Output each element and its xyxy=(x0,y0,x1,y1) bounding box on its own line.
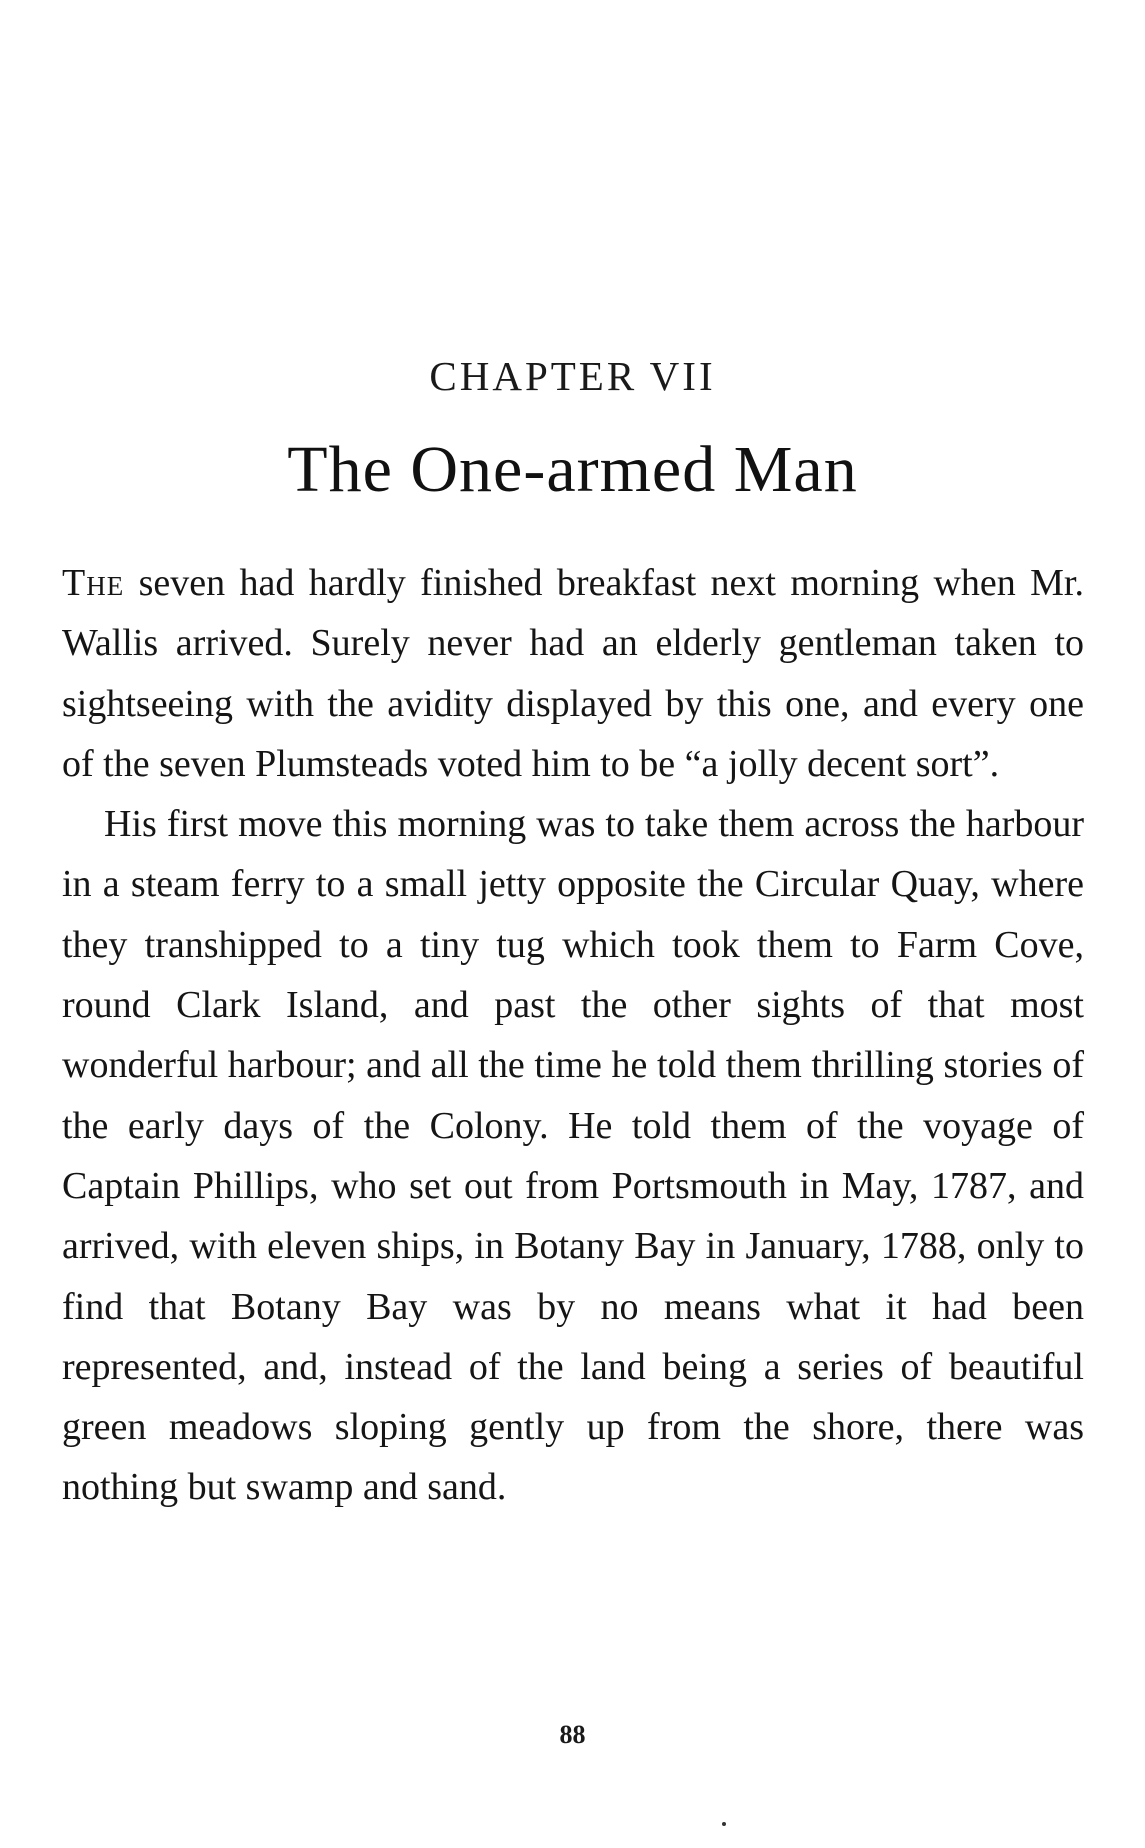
chapter-number: CHAPTER VII xyxy=(429,353,716,399)
paragraph-lead-word: The xyxy=(62,562,125,604)
page-number: 88 xyxy=(559,1720,586,1749)
paragraph-2: His first move this morning was to take them across the harbour in a steam ferry to a small jetty opposite the Circular Quay, where they transhipped to a tiny tug which took them to Farm Cove, round Clark Island, and past the other sights of that most wonderful harbour; and all the time he told them thrilling stories of the early days of the Colony. He told them of the voyage of Captain Phillips, who set out from Portsmouth in May, 1787, and arrived, with eleven ships, in Botany Bay in January, 1788, only to find that Botany Bay was by no means what it had been represented, and, instead of the land being a series of beautiful green meadows sloping gently up from the shore, there was nothing but swamp and sand. xyxy=(62,803,1084,1509)
print-speck xyxy=(722,1822,726,1826)
paragraph-1-text: seven had hardly finished breakfast next morning when Mr. Wallis arrived. Surely never had an elderly gentleman taken to sightseeing with the avidity displayed by this one, and every one of the seven Plumsteads voted him to be “a jolly decent sort”. xyxy=(62,562,1084,785)
chapter-title: The One-armed Man xyxy=(287,433,858,506)
body-text xyxy=(62,553,1084,1518)
paragraph-1 xyxy=(62,553,1084,794)
